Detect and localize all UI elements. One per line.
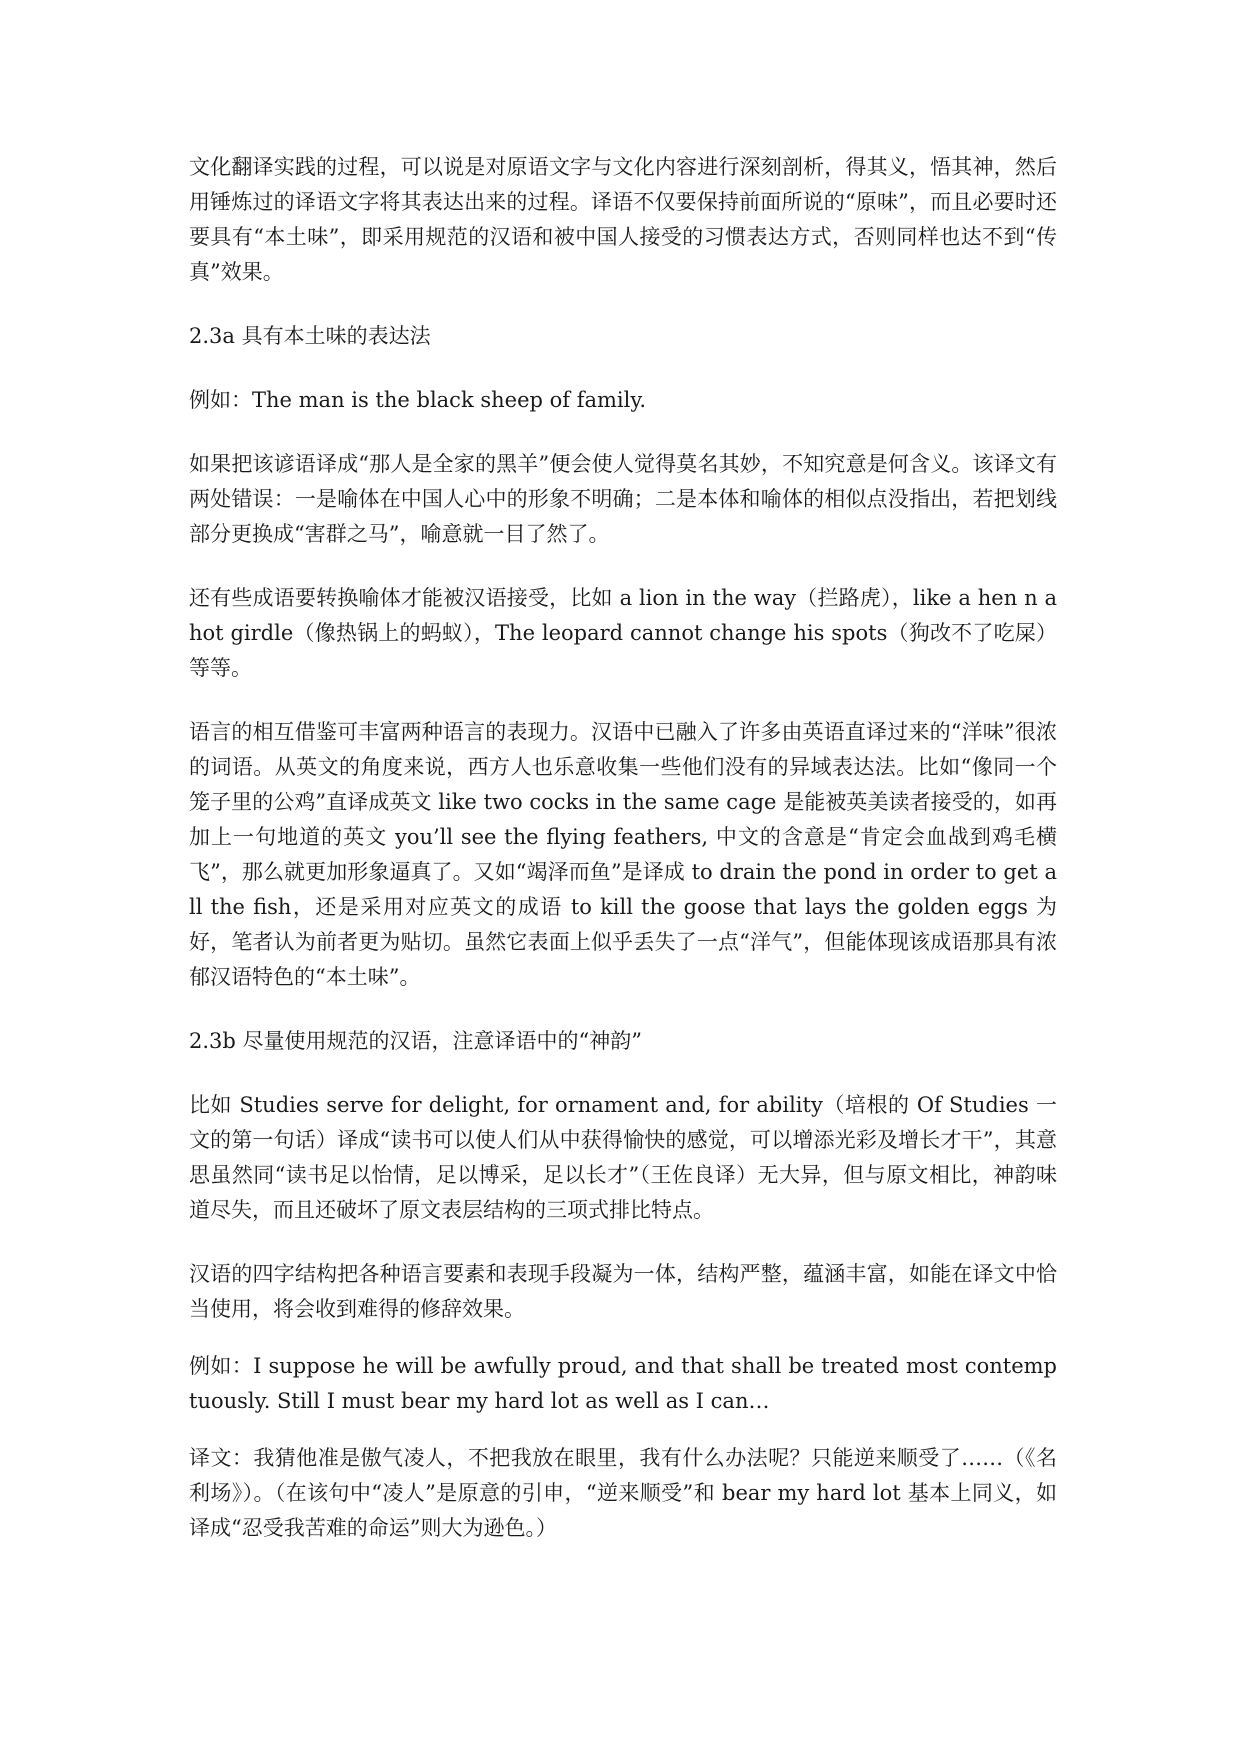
document-page [189, 150, 1057, 1575]
example-paragraph-2: 例如：I suppose he will be awfully proud, and that shall be treated most contemptuously. Still I must bear my hard lot as well as I can… [189, 1354, 1057, 1413]
explanation-paragraph-1: 如果把该谚语译成“那人是全家的黑羊”便会使人觉得莫名其妙，不知究意是何含义。该译文有两处错误：一是喻体在中国人心中的形象不明确；二是本体和喻体的相似点没指出，若把划线部分更换成“害群之马”，喻意就一目了然了。 [189, 452, 1057, 546]
example-paragraph-1: 例如：The man is the black sheep of family. [189, 388, 647, 412]
section-heading-2-3b: 2.3b 尽量使用规范的汉语，注意译语中的“神韵” [189, 1029, 642, 1053]
idiom-paragraph: 还有些成语要转换喻体才能被汉语接受，比如 a lion in the way（拦路虎），like a hen n a hot girdle（像热锅上的蚂蚁），The leopard cannot change his spots（狗改不了吃屎）等等。 [189, 586, 1057, 680]
borrowing-paragraph: 语言的相互借鉴可丰富两种语言的表现力。汉语中已融入了许多由英语直译过来的“洋味”很浓的词语。从英文的角度来说，西方人也乐意收集一些他们没有的异域表达法。比如“像同一个笼子里的公鸡”直译成英文 like two cocks in the same cage 是能被英美读者接受的，如再加上一句地道的英文 you’ll see the flying feathers, 中文的含意是“肯定会血战到鸡毛横飞”，那么就更加形象逼真了。又如“竭泽而鱼”是译成 to drain the pond in order to get all the fish，还是采用对应英文的成语 to kill the goose that lays the golden eggs 为好，笔者认为前者更为贴切。虽然它表面上似乎丢失了一点“洋气”，但能体现该成语那具有浓郁汉语特色的“本土味”。 [189, 720, 1057, 989]
section-heading-2-3a: 2.3a 具有本土味的表达法 [189, 324, 431, 348]
intro-paragraph: 文化翻译实践的过程，可以说是对原语文字与文化内容进行深刻剖析，得其义，悟其神，然后用锤炼过的译语文字将其表达出来的过程。译语不仅要保持前面所说的“原味”，而且必要时还要具有“本土味”，即采用规范的汉语和被中国人接受的习惯表达方式，否则同样也达不到“传真”效果。 [189, 155, 1057, 284]
translation-paragraph: 译文：我猜他准是傲气凌人，不把我放在眼里，我有什么办法呢？只能逆来顺受了……（《名利场》）。（在该句中“凌人”是原意的引申，“逆来顺受”和 bear my hard lot 基本上同义，如译成“忍受我苦难的命运”则大为逊色。） [189, 1446, 1057, 1540]
four-char-paragraph: 汉语的四字结构把各种语言要素和表现手段凝为一体，结构严整，蕴涵丰富，如能在译文中恰当使用，将会收到难得的修辞效果。 [189, 1262, 1057, 1321]
studies-paragraph: 比如 Studies serve for delight, for ornament and, for ability（培根的 Of Studies 一文的第一句话）译成“读书可以使人们从中获得愉快的感觉，可以增添光彩及增长才干”，其意思虽然同“读书足以怡情，足以博采，足以长才”（王佐良译）无大异，但与原文相比，神韵味道尽失，而且还破坏了原文表层结构的三项式排比特点。 [189, 1093, 1057, 1222]
